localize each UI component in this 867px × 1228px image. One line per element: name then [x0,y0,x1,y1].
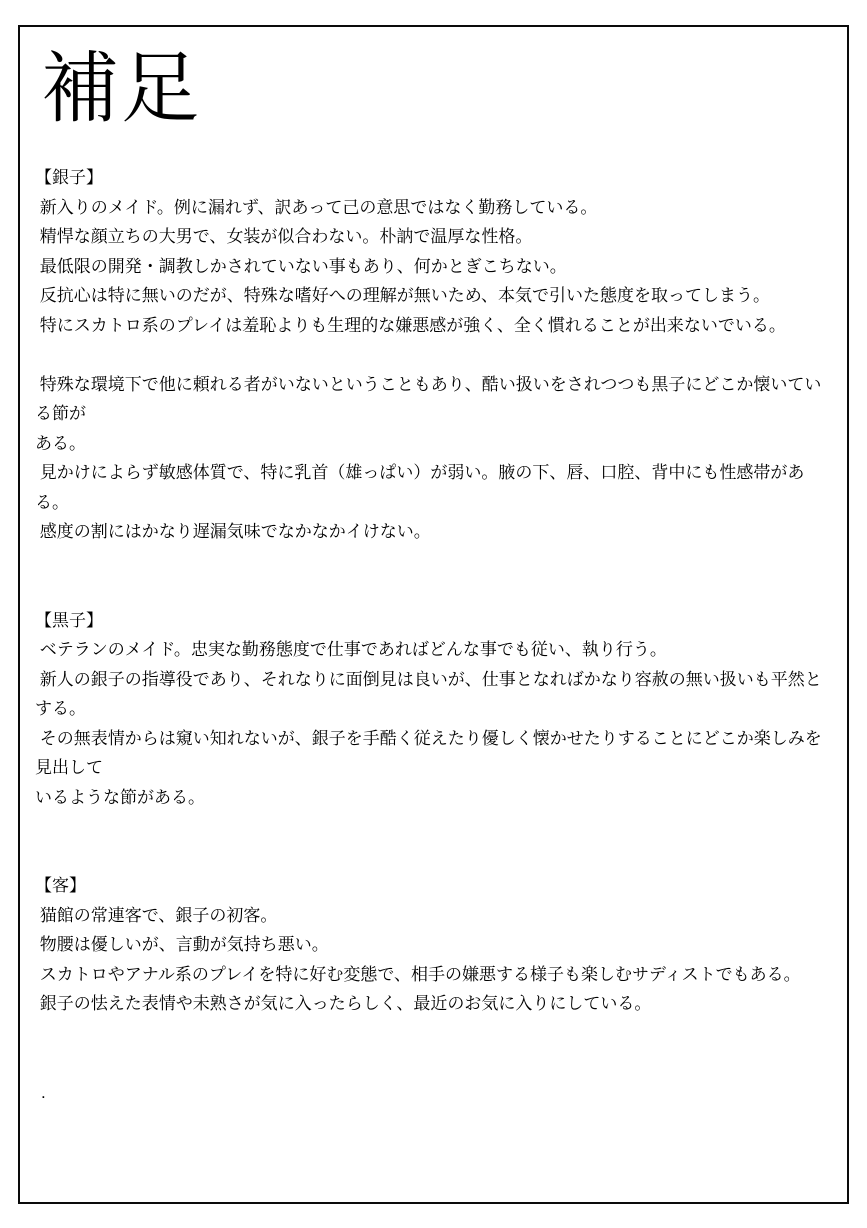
section-kyaku [35,871,829,1019]
paragraph [35,901,829,1019]
text-line: 反抗心は特に無いのだが、特殊な嗜好への理解が無いため、本気で引いた態度を取ってしまう。 [35,286,771,306]
section-header-kyaku: 【客】 [35,876,86,896]
text-line: 特殊な環境下で他に頼れる者がいないということもあり、酷い扱いをされつつも黒子にどこか懐いている節が [35,374,822,424]
text-line: いるような節がある。 [35,787,205,807]
text-line: 新入りのメイド。例に漏れず、訳あって己の意思ではなく勤務している。 [35,197,598,217]
section-ginko [35,163,829,547]
text-line: 猫館の常連客で、銀子の初客。 [35,905,278,925]
text-line: 見かけによらず敏感体質で、特に乳首（雄っぱい）が弱い。腋の下、唇、口腔、背中にも性感帯がある。 [35,463,805,512]
text-line: 感度の割にはかなり遅漏気味でなかなかイけない。 [35,522,431,542]
text-line: 新人の銀子の指導役であり、それなりに面倒見は良いが、仕事となればかなり容赦の無い扱いも平然とする。 [35,669,822,719]
text-line: 銀子の怯えた表情や未熟さが気に入ったらしく、最近のお気に入りにしている。 [35,994,652,1014]
paragraph [35,370,829,547]
paragraph [35,193,829,341]
page-content [20,47,847,1107]
page-border [18,25,849,1204]
section-header-ginko: 【銀子】 [35,168,103,188]
section-header-kuroko: 【黒子】 [35,610,103,630]
section-kuroko [35,606,829,813]
text-line: その無表情からは窺い知れないが、銀子を手酷く従えたり優しく懐かせたりすることにどこか楽しみを見出して [35,728,822,778]
text-line: ベテランのメイド。忠実な勤務態度で仕事であればどんな事でも従い、執り行う。 [35,640,667,660]
text-line: スカトロやアナル系のプレイを特に好む変態で、相手の嫌悪する様子も楽しむサディストでもある。 [35,964,801,984]
page-title: 補足 [41,45,202,132]
trailing-period-mark: . [41,1082,46,1102]
text-line: 精悍な顔立ちの大男で、女装が似合わない。朴訥で温厚な性格。 [35,227,533,247]
text-line: 最低限の開発・調教しかされていない事もあり、何かとぎこちない。 [35,256,567,276]
text-line: 物腰は優しいが、言動が気持ち悪い。 [35,935,329,955]
paragraph [35,635,829,812]
text-line: ある。 [35,433,86,453]
text-line: 特にスカトロ系のプレイは羞恥よりも生理的な嫌悪感が強く、全く慣れることが出来ないでいる。 [35,315,786,335]
